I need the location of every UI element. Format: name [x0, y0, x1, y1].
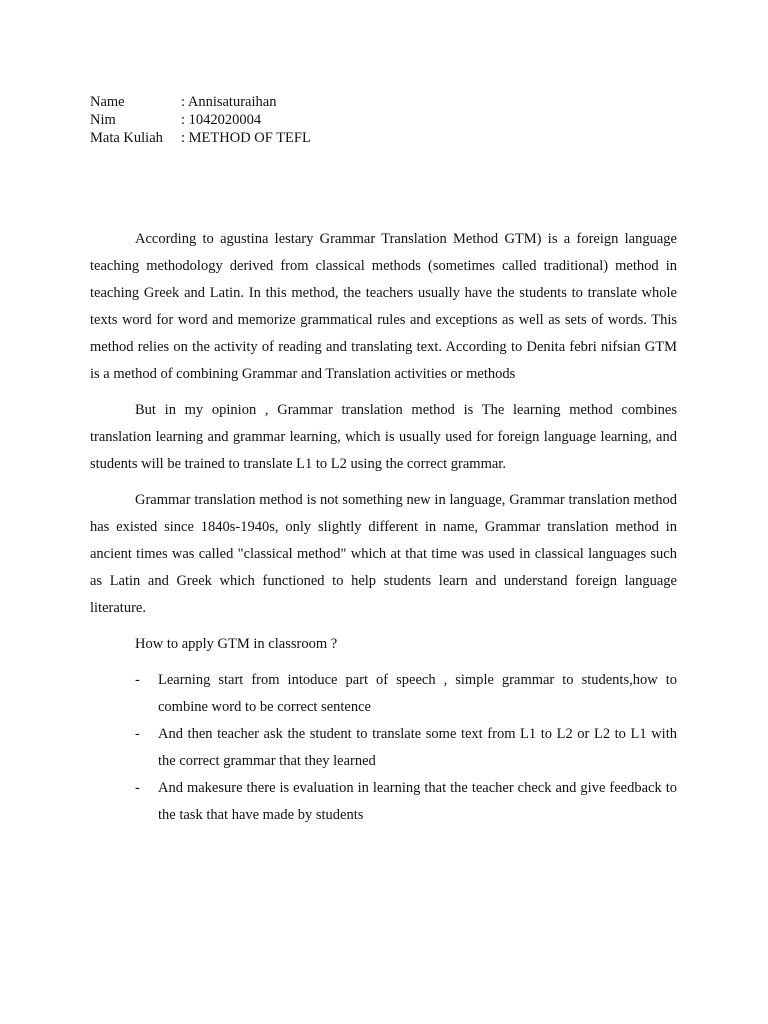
info-label: Mata Kuliah [90, 130, 163, 146]
question-heading: How to apply GTM in classroom ? [135, 636, 338, 652]
list-item [90, 775, 677, 829]
list-item-text: And makesure there is evaluation in learning that the teacher check and give feedback to the task that have made by students [158, 780, 677, 823]
list-item-text: Learning start from intoduce part of speech , simple grammar to students,how to combine word to be correct sentence [158, 672, 677, 715]
paragraph: But in my opinion , Grammar translation method is The learning method combines translation learning and grammar learning, which is usually used for foreign language learning, and students will be trained to translate L1 to L2 using the correct grammar. [90, 402, 677, 472]
paragraph: Grammar translation method is not something new in language, Grammar translation method has existed since 1840s-1940s, only slightly different in name, Grammar translation method in ancient times was called "classical method" which at that time was used in classical languages such as Latin and Greek which functioned to help students learn and understand foreign language literature. [90, 492, 677, 616]
essay-body [90, 226, 677, 829]
info-value: : Annisaturaihan [181, 94, 277, 110]
list-bullet: - [135, 780, 140, 796]
info-value: : 1042020004 [181, 112, 262, 128]
info-label: Name [90, 94, 125, 110]
list-item [90, 721, 677, 775]
list-item-text: And then teacher ask the student to translate some text from L1 to L2 or L2 to L1 with the correct grammar that they learned [158, 726, 677, 769]
info-row-course [90, 129, 311, 147]
info-row-nim [90, 111, 311, 129]
info-row-name [90, 93, 311, 111]
steps-list [90, 667, 677, 829]
list-item [90, 667, 677, 721]
student-info [90, 93, 311, 147]
paragraph: According to agustina lestary Grammar Translation Method GTM) is a foreign language teaching methodology derived from classical methods (sometimes called traditional) method in teaching Greek and Latin. In this method, the teachers usually have the students to translate whole texts word for word and memorize grammatical rules and exceptions as well as sets of words. This method relies on the activity of reading and translating text. According to Denita febri nifsian GTM is a method of combining Grammar and Translation activities or methods [90, 231, 677, 382]
info-label: Nim [90, 112, 116, 128]
info-value: : METHOD OF TEFL [181, 130, 311, 146]
list-bullet: - [135, 726, 140, 742]
list-bullet: - [135, 672, 140, 688]
